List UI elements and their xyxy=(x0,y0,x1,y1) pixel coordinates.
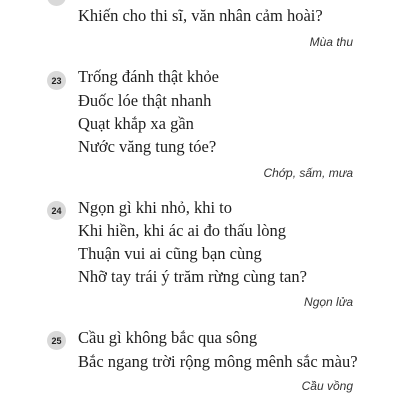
riddle-24-answer: Ngọn lửa xyxy=(304,295,353,309)
riddle-25-line-2: Bắc ngang trời rộng mông mênh sắc màu? xyxy=(78,352,358,371)
riddle-23-number-badge: 23 xyxy=(47,71,66,90)
riddle-24-line-2: Khi hiền, khi ác ai đo thấu lòng xyxy=(78,221,287,240)
riddle-22-answer: Mùa thu xyxy=(309,35,353,49)
riddle-25-answer: Cầu vồng xyxy=(301,379,353,393)
riddle-23-line-1: Trống đánh thật khỏe xyxy=(78,67,220,86)
riddle-23-line-4: Nước văng tung tóe? xyxy=(78,137,217,156)
riddle-24-line-1: Ngọn gì khi nhỏ, khi to xyxy=(78,198,233,217)
riddle-25-number-badge: 25 xyxy=(47,331,66,350)
riddle-23-line-3: Quạt khắp xa gần xyxy=(78,114,194,133)
riddle-24-line-3: Thuận vui ai cũng bạn cùng xyxy=(78,244,262,263)
riddle-25-line-1: Cầu gì không bắc qua sông xyxy=(78,328,258,347)
riddle-24-number-badge: 24 xyxy=(47,201,66,220)
riddle-23-answer: Chớp, sấm, mưa xyxy=(263,166,353,180)
riddle-23-line-2: Đuốc lóe thật nhanh xyxy=(78,91,212,110)
riddle-22-line-1: Khiến cho thi sĩ, văn nhân cảm hoài? xyxy=(78,6,323,25)
riddle-24-line-4: Nhỡ tay trái ý trăm rừng cùng tan? xyxy=(78,267,307,286)
riddle-number-badge-partial xyxy=(47,0,66,6)
